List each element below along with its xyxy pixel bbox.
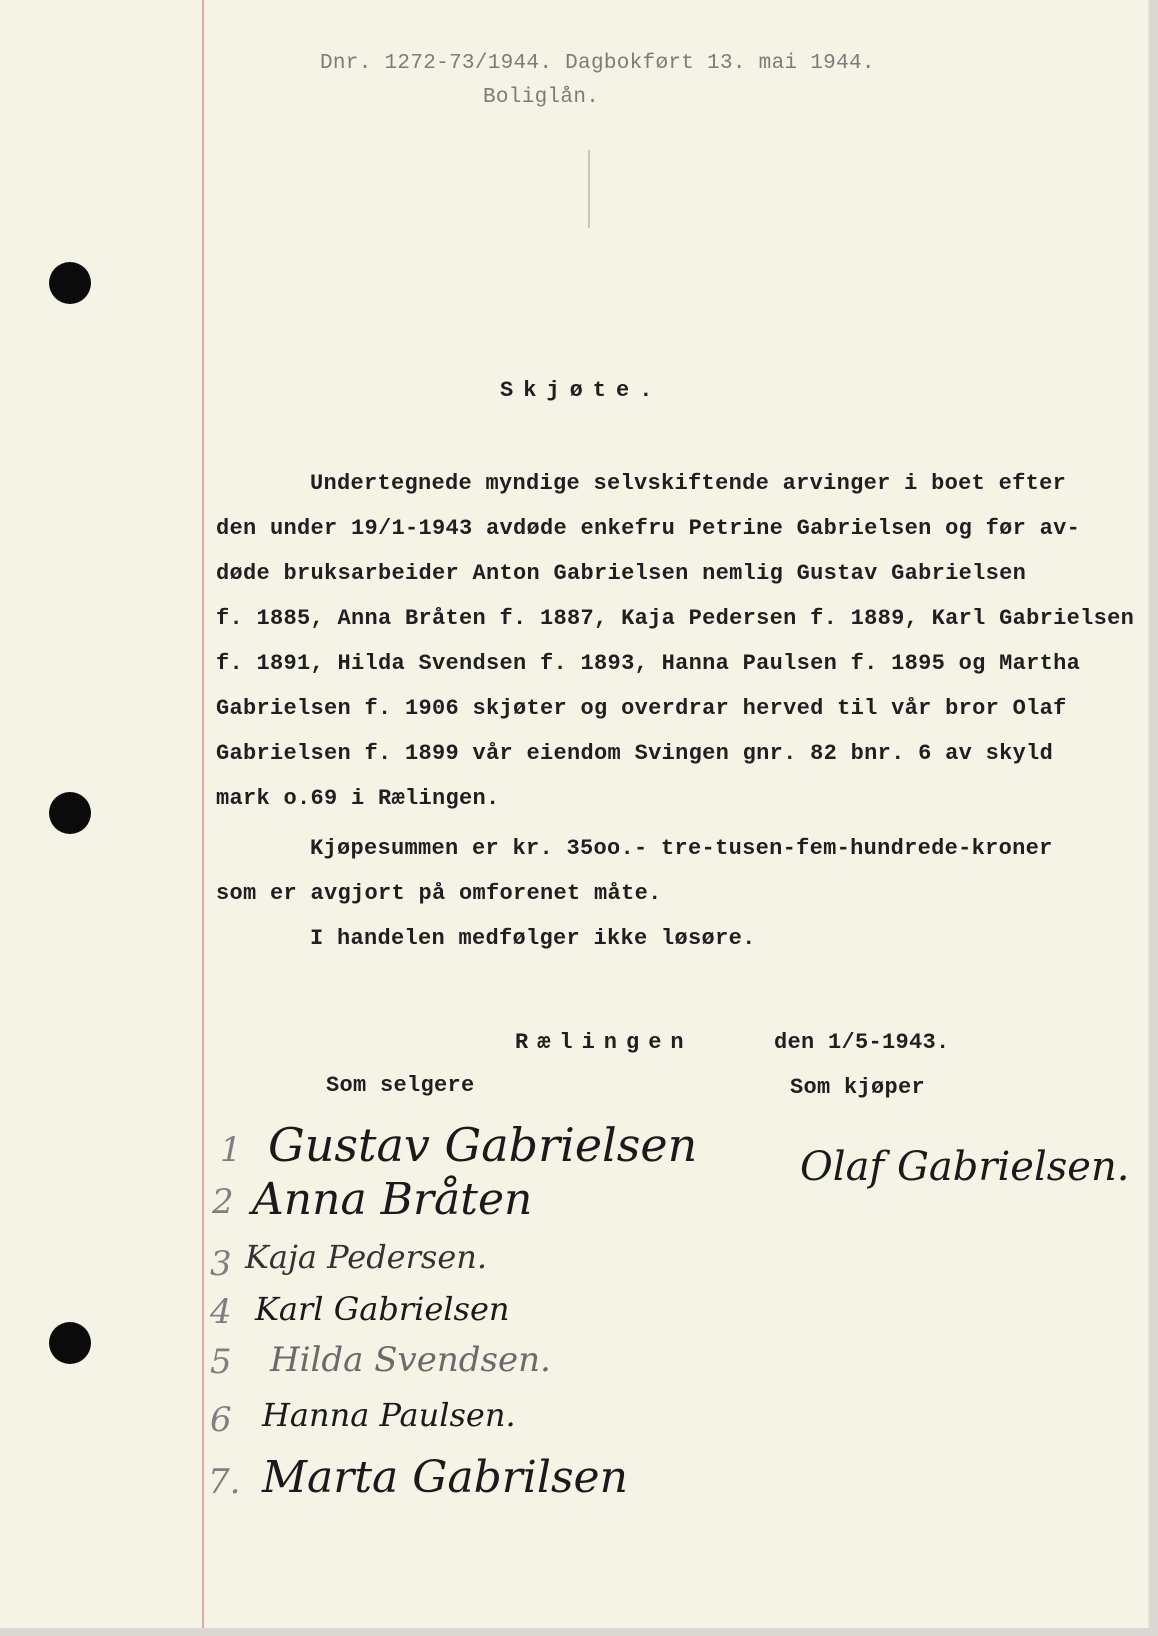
registry-line: Dnr. 1272-73/1944. Dagbokført 13. mai 1944. [320, 52, 875, 75]
body-line: f. 1891, Hilda Svendsen f. 1893, Hanna Paulsen f. 1895 og Martha [216, 651, 1081, 676]
body-line: Gabrielsen f. 1906 skjøter og overdrar herved til vår bror Olaf [216, 696, 1067, 721]
buyer-label: Som kjøper [790, 1075, 926, 1100]
seller-signature: Gustav Gabrielsen [268, 1118, 698, 1172]
seller-signature: Marta Gabrilsen [262, 1452, 628, 1503]
seller-number: 1 [220, 1130, 242, 1170]
seller-number: 2 [212, 1182, 234, 1222]
body-line: mark o.69 i Rælingen. [216, 786, 500, 811]
body-line: som er avgjort på omforenet måte. [216, 881, 662, 906]
seller-signature: Hanna Paulsen. [262, 1396, 516, 1434]
sellers-label: Som selgere [326, 1073, 475, 1098]
body-line: døde bruksarbeider Anton Gabrielsen nemlig Gustav Gabrielsen [216, 561, 1027, 586]
body-line: Undertegnede myndige selvskiftende arvinger i boet efter [310, 471, 1067, 496]
date-label: den 1/5-1943. [774, 1030, 950, 1055]
seller-number: 3 [210, 1244, 232, 1284]
body-line: Kjøpesummen er kr. 35oo.- tre-tusen-fem-hundrede-kroner [310, 836, 1053, 861]
document-title: Skjøte. [500, 378, 663, 403]
body-line: Gabrielsen f. 1899 vår eiendom Svingen gnr. 82 bnr. 6 av skyld [216, 741, 1054, 766]
seller-number: 5 [210, 1342, 232, 1382]
body-line: f. 1885, Anna Bråten f. 1887, Kaja Pedersen f. 1889, Karl Gabrielsen [216, 606, 1135, 631]
body-line: den under 19/1-1943 avdøde enkefru Petrine Gabrielsen og før av- [216, 516, 1081, 541]
seller-signature: Kaja Pedersen. [245, 1238, 488, 1276]
faint-stamp-mark [588, 150, 590, 228]
body-line: I handelen medfølger ikke løsøre. [310, 926, 756, 951]
seller-number: 7. [208, 1462, 241, 1502]
category-label: Boliglån. [483, 86, 600, 109]
seller-number: 6 [210, 1400, 232, 1440]
buyer-signature: Olaf Gabrielsen. [800, 1144, 1130, 1190]
seller-signature: Karl Gabrielsen [255, 1290, 510, 1328]
margin-rule [202, 0, 204, 1628]
place-label: Rælingen [515, 1030, 693, 1055]
punch-hole [49, 262, 91, 304]
punch-hole [49, 792, 91, 834]
punch-hole [49, 1322, 91, 1364]
seller-signature: Hilda Svendsen. [270, 1340, 551, 1380]
seller-number: 4 [210, 1292, 232, 1332]
seller-signature: Anna Bråten [252, 1174, 533, 1225]
